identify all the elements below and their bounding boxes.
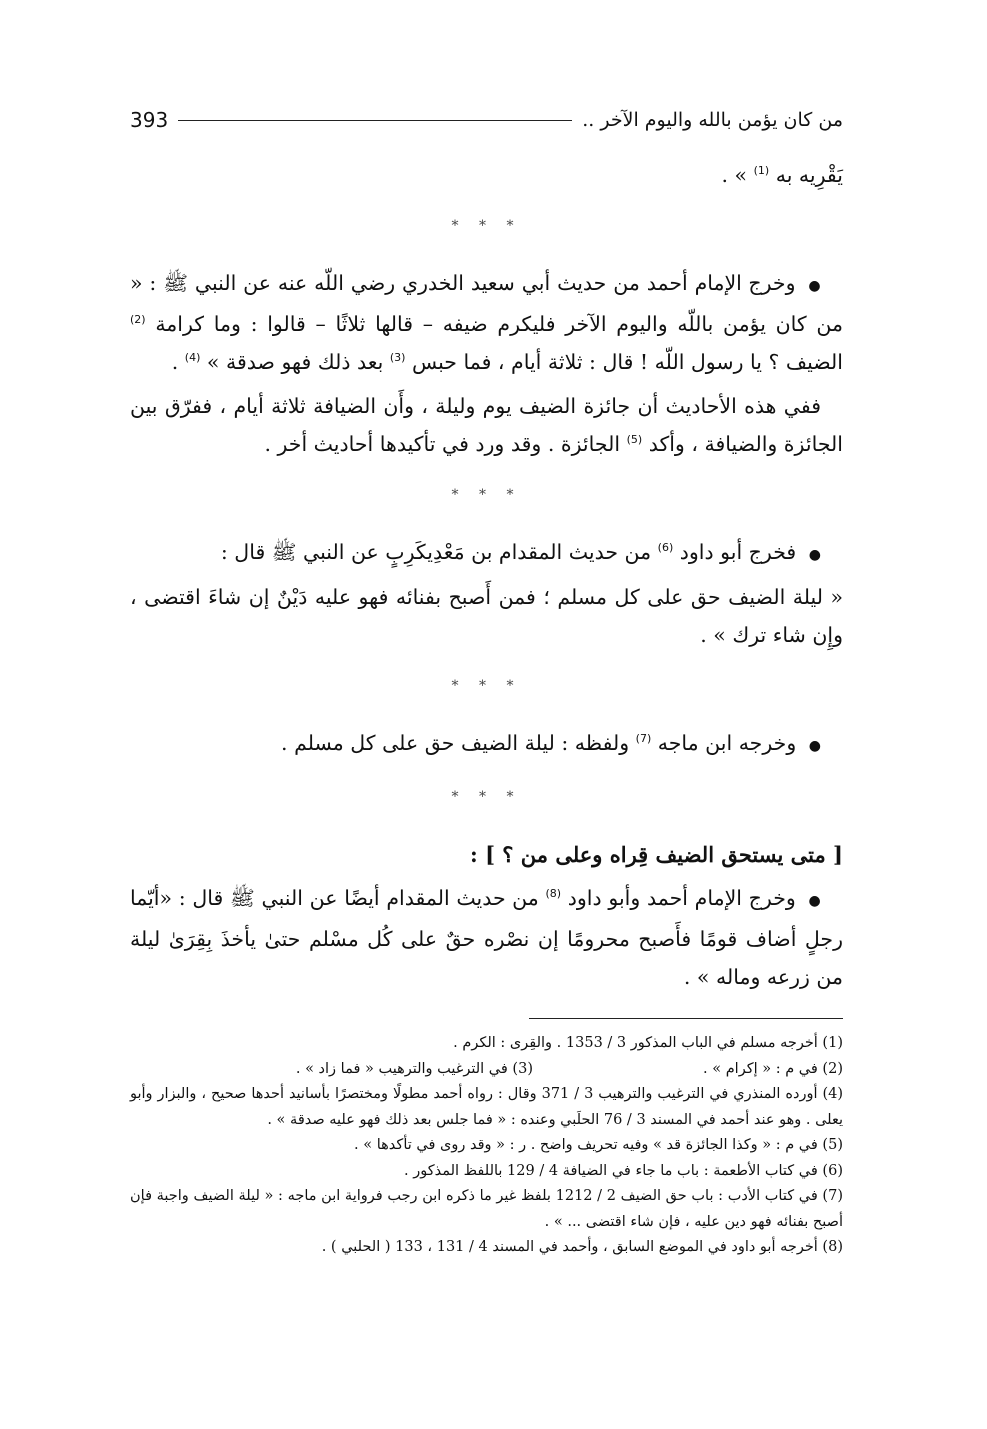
bullet-icon: ●	[808, 278, 821, 294]
footnote-4: (4) أورده المنذري في الترغيب والترهيب 3 / 371 وقال : رواه أحمد مطولًا ومختصرًا بأسانيد أحدها صحيح ، والبزار وأبو يعلى . وهو عند أحمد في المسند 3 / 76 الحلَبي وعنده : « فما جلس بعد ذلك فهو عليه صدقة » .	[130, 1086, 844, 1128]
footnote-ref-8: (8)	[545, 887, 562, 901]
footnote-8: (8) أخرجه أبو داود في الموضع السابق ، وأحمد في المسند 4 / 131 ، 133 ( الحلبي ) .	[321, 1239, 843, 1255]
paragraph-commentary	[130, 387, 843, 463]
paragraph-ahmad-hadith	[130, 264, 843, 381]
book-page	[130, 100, 843, 1261]
section-separator: * * *	[451, 218, 522, 234]
section-heading: [ متى يستحق الضيف قِراه وعلى من ؟ ] :	[470, 842, 843, 867]
footnote-ref-1: (1)	[753, 164, 770, 178]
footnote-2: (2) في م : « إكرام » .	[703, 1060, 843, 1077]
paragraph-text: من حديث المقدام أيضًا عن النبي ﷺ قال : «أيّما رجلٍ أضاف قومًا فأَصبح محرومًا إن نصْره حقٌ على كُل مسْلم حتىٰ يأخذَ بِقِرَىٰ ليلة من زرعه وماله » .	[130, 886, 843, 989]
footnote-7: (7) في كتاب الأدب : باب حق الضيف 2 / 1212 بلفظ غير ما ذكره ابن رجب فرواية ابن ماجه : « ليلة الضيف واجبة فإن أصبح بفنائه فهو دين عليه ، فإن شاء اقتضى ... » .	[130, 1188, 843, 1230]
footnote-ref-3: (3)	[389, 351, 406, 365]
continuation-end: » .	[721, 163, 748, 187]
hadith-quote: « ليلة الضيف حق على كل مسلم ؛ فمن أَصبح بفنائه فهو عليه دَيْنٌ إن شاءَ اقتضى ، وإِن شاء ترك » .	[130, 585, 843, 647]
bullet-icon: ●	[808, 547, 821, 563]
running-header	[130, 100, 843, 140]
bullet-icon: ●	[808, 738, 821, 754]
paragraph-abu-dawud	[130, 533, 843, 574]
page-number: 393	[130, 108, 169, 132]
paragraph-text: ولفظه : ليلة الضيف حق على كل مسلم .	[281, 731, 630, 755]
paragraph-text: فخرج أبو داود	[679, 540, 797, 564]
continuation-text: يَقْرِيه به	[775, 163, 843, 187]
footnote-5: (5) في م : « وكذا الجائزة قد » وفيه تحريف واضح . ر : « وقد روى في تأكدها » .	[354, 1137, 843, 1153]
section-separator: * * *	[451, 678, 522, 694]
paragraph-text: الجائزة . وقد ورد في تأكيدها أحاديث أخر .	[264, 432, 621, 456]
footnote-ref-4: (4)	[184, 351, 201, 365]
footnote-row	[130, 1057, 843, 1083]
footnotes	[130, 1031, 843, 1261]
footnote-3: (3) في الترغيب والترهيب « فما زاد » .	[295, 1060, 533, 1077]
paragraph-text: .	[171, 350, 179, 374]
paragraph-text: وخرج الإمام أحمد وأبو داود	[567, 886, 796, 910]
footnote-ref-2: (2)	[130, 313, 146, 327]
paragraph-continuation	[130, 156, 843, 194]
footnote-1: (1) أخرجه مسلم في الباب المذكور 3 / 1353 . والقِرى : الكرم .	[453, 1035, 843, 1051]
paragraph-text: بعد ذلك فهو صدقة »	[206, 350, 384, 374]
paragraph-ahmad-abu-dawud	[130, 879, 843, 996]
header-rule	[178, 120, 572, 121]
paragraph-text: وخرجه ابن ماجه	[657, 731, 797, 755]
footnote-separator	[529, 1018, 843, 1019]
paragraph-text: ففي هذه الأحاديث أن جائزة الضيف يوم وليلة ، وأَن الضيافة ثلاثة أيام ، ففرّق بين الجائزة والضيافة ، وأكد	[130, 394, 843, 456]
footnote-ref-7: (7)	[635, 732, 652, 746]
paragraph-ibn-majah	[130, 724, 843, 765]
footnote-ref-5: (5)	[626, 433, 643, 447]
footnote-ref-6: (6)	[657, 541, 674, 555]
bullet-icon: ●	[808, 893, 821, 909]
paragraph-text: من حديث المقدام بن مَعْدِيكَرِبٍ عن النبي ﷺ قال :	[220, 540, 652, 564]
section-separator: * * *	[451, 789, 522, 805]
section-separator: * * *	[451, 487, 522, 503]
header-title: من كان يؤمن بالله واليوم الآخر ..	[582, 109, 843, 131]
paragraph-text: الضيف ؟ يا رسول اللّه ! قال : ثلاثة أيام ، فما حبس	[411, 350, 843, 374]
footnote-6: (6) في كتاب الأطعمة : باب ما جاء في الضيافة 4 / 129 باللفظ المذكور .	[404, 1162, 843, 1179]
paragraph-text: وخرج الإمام أحمد من حديث أبي سعيد الخدري رضي اللّه عنه عن النبي ﷺ : « من كان يؤمن باللّه واليوم الآخر فليكرم ضيفه – قالها ثلاثًا – قالوا : وما كرامة	[130, 271, 843, 336]
